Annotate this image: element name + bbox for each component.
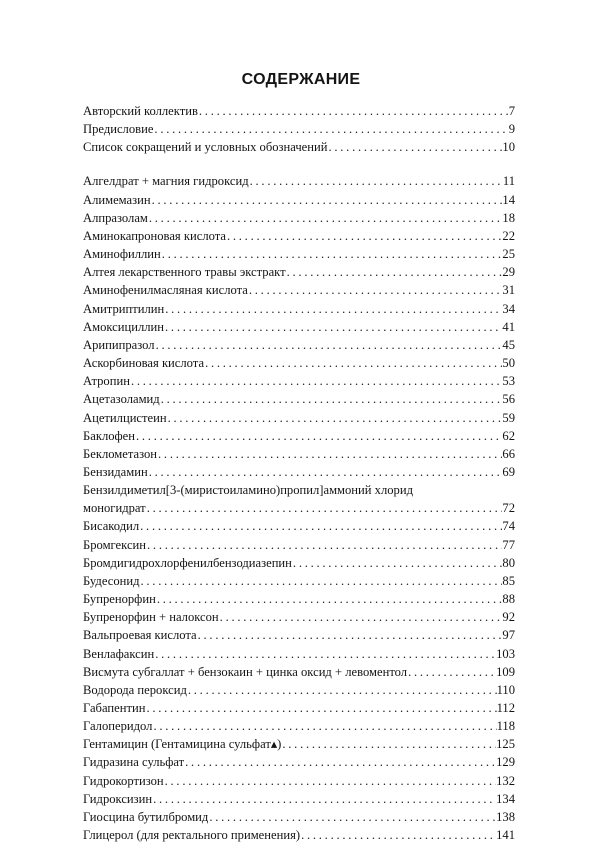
toc-entry-title: Венлафаксин bbox=[83, 646, 155, 661]
toc-page-number: 125 bbox=[496, 737, 515, 752]
toc-entry-title: Габапентин bbox=[83, 701, 146, 715]
toc-entry[interactable] bbox=[83, 372, 515, 390]
toc-entry-title: Аминофиллин bbox=[83, 247, 161, 262]
dot-leader bbox=[292, 554, 502, 572]
dot-leader bbox=[140, 572, 503, 590]
toc-entry-title: Амитриптилин bbox=[83, 301, 165, 316]
toc-page-number: 59 bbox=[502, 410, 515, 425]
toc-entry-title: Алгелдрат + магния гидроксид bbox=[83, 174, 249, 189]
dot-leader bbox=[152, 717, 496, 735]
toc-entry-title: Алимемазин bbox=[83, 192, 151, 207]
toc-entry[interactable] bbox=[83, 608, 515, 626]
toc-entry[interactable] bbox=[83, 826, 515, 844]
dot-leader bbox=[249, 172, 503, 190]
toc-entry-title: Будесонид bbox=[83, 573, 140, 588]
toc-page-number: 34 bbox=[502, 301, 515, 316]
toc-entry[interactable] bbox=[83, 572, 515, 590]
dot-leader bbox=[139, 517, 502, 535]
toc-entry[interactable] bbox=[83, 354, 515, 372]
toc-entry[interactable] bbox=[83, 590, 515, 608]
toc-entry[interactable] bbox=[83, 120, 515, 138]
toc-page-number: 66 bbox=[502, 446, 515, 461]
toc-page-number: 112 bbox=[496, 701, 515, 715]
toc-entry[interactable] bbox=[83, 191, 515, 209]
toc-entry-title: Баклофен bbox=[83, 428, 136, 443]
toc-entry[interactable] bbox=[83, 717, 515, 735]
dot-leader bbox=[167, 409, 503, 427]
dot-leader bbox=[148, 209, 503, 227]
toc-page-number: 77 bbox=[502, 537, 515, 552]
toc-entry[interactable] bbox=[83, 808, 515, 826]
toc-page-number: 80 bbox=[502, 555, 515, 570]
toc-entry[interactable] bbox=[83, 409, 515, 427]
toc-page-number: 14 bbox=[502, 192, 515, 207]
toc-entry-title: Глицерол (для ректального применения) bbox=[83, 828, 301, 843]
dot-leader bbox=[148, 463, 503, 481]
toc-page-number: 138 bbox=[496, 809, 515, 824]
dot-leader bbox=[157, 445, 502, 463]
toc-entry-title: Гидразина сульфат bbox=[83, 755, 185, 770]
dot-leader bbox=[407, 663, 496, 681]
toc-entry[interactable] bbox=[83, 245, 515, 263]
toc-entry[interactable] bbox=[83, 336, 515, 354]
toc-page-number: 31 bbox=[502, 283, 515, 298]
toc-entry-title: Гидрокортизон bbox=[83, 773, 164, 788]
toc-page-number: 85 bbox=[502, 573, 515, 588]
dot-leader bbox=[135, 427, 502, 445]
dot-leader bbox=[164, 300, 502, 318]
toc-page-number: 72 bbox=[502, 501, 515, 516]
dot-leader bbox=[248, 281, 503, 299]
toc-page-number: 118 bbox=[496, 719, 515, 734]
toc-entry-title: Вальпроевая кислота bbox=[83, 628, 197, 643]
toc-page-number: 88 bbox=[502, 592, 515, 607]
toc-entry[interactable] bbox=[83, 138, 515, 156]
toc-page-number: 92 bbox=[502, 610, 515, 625]
dot-leader bbox=[281, 735, 496, 753]
toc-entry[interactable] bbox=[83, 499, 515, 517]
toc-entry-title: Галоперидол bbox=[83, 719, 153, 734]
toc-entry[interactable] bbox=[83, 681, 515, 699]
toc-page-number: 103 bbox=[496, 646, 515, 661]
toc-entry[interactable] bbox=[83, 735, 515, 753]
toc-entry-title: Бупренорфин bbox=[83, 592, 156, 607]
toc-entry-title: Бензидамин bbox=[83, 464, 148, 479]
front-matter-section bbox=[83, 102, 515, 156]
toc-entry-title: Бисакодил bbox=[83, 519, 140, 534]
toc-entry-title: Амоксициллин bbox=[83, 319, 165, 334]
toc-entry[interactable] bbox=[83, 790, 515, 808]
toc-page-number: 132 bbox=[496, 773, 515, 788]
toc-page-number: 97 bbox=[502, 628, 515, 643]
toc-entry-title: Аминофенилмасляная кислота bbox=[83, 283, 248, 298]
toc-entry[interactable] bbox=[83, 172, 515, 190]
dot-leader bbox=[327, 138, 502, 156]
toc-page-number: 22 bbox=[502, 228, 515, 243]
dot-leader bbox=[146, 536, 502, 554]
toc-entry[interactable] bbox=[83, 300, 515, 318]
dot-leader bbox=[184, 753, 496, 771]
toc-entry-title: Ацетилцистеин bbox=[83, 410, 167, 425]
toc-entry-title: Водорода пероксид bbox=[83, 682, 187, 697]
toc-entry[interactable] bbox=[83, 554, 515, 572]
toc-page-number: 74 bbox=[502, 519, 515, 534]
toc-entry[interactable] bbox=[83, 536, 515, 554]
toc-entry-title: Гиосцина бутилбромид bbox=[83, 809, 209, 824]
toc-page-number: 29 bbox=[502, 265, 515, 280]
toc-entry-title: Аминокапроновая кислота bbox=[83, 228, 226, 243]
dot-leader bbox=[152, 790, 496, 808]
toc-page-number: 129 bbox=[496, 755, 515, 770]
dot-leader bbox=[130, 372, 502, 390]
page-title: СОДЕРЖАНИЕ bbox=[241, 71, 361, 88]
toc-page-number: 69 bbox=[502, 464, 515, 479]
toc-entry[interactable] bbox=[83, 263, 515, 281]
toc-page-number: 50 bbox=[502, 356, 515, 371]
dot-leader bbox=[164, 772, 496, 790]
dot-leader bbox=[146, 499, 503, 517]
toc-entry[interactable] bbox=[83, 102, 515, 120]
toc-entry[interactable] bbox=[83, 227, 515, 245]
toc-page-number: 10 bbox=[502, 140, 515, 155]
drug-entries-section bbox=[83, 172, 515, 844]
toc-entry-title: моногидрат bbox=[83, 501, 146, 516]
dot-leader bbox=[151, 191, 503, 209]
toc-entry[interactable] bbox=[83, 427, 515, 445]
dot-leader bbox=[155, 336, 503, 354]
toc-entry-title: Беклометазон bbox=[83, 446, 158, 461]
toc-list bbox=[83, 102, 515, 844]
toc-page-number: 9 bbox=[508, 122, 515, 137]
toc-entry-title: Висмута субгаллат + бензокаин + цинка оксид + левоментол bbox=[83, 664, 408, 679]
toc-entry[interactable] bbox=[83, 445, 515, 463]
toc-entry-title: Бромдигидрохлорфенилбензодиазепин bbox=[83, 555, 292, 570]
dot-leader bbox=[153, 120, 508, 138]
dot-leader bbox=[226, 227, 502, 245]
dot-leader bbox=[219, 608, 503, 626]
toc-page-number: 141 bbox=[496, 828, 515, 843]
toc-entry-title: Арипипразол bbox=[83, 337, 155, 352]
toc-entry-title: Гидроксизин bbox=[83, 791, 153, 806]
dot-leader bbox=[145, 699, 496, 717]
toc-page-number: 25 bbox=[502, 247, 515, 262]
toc-entry[interactable] bbox=[83, 209, 515, 227]
toc-page-number: 18 bbox=[502, 210, 515, 225]
dot-leader bbox=[160, 390, 503, 408]
toc-entry-title: Бромгексин bbox=[83, 537, 147, 552]
toc-page-number: 11 bbox=[502, 174, 515, 189]
dot-leader bbox=[187, 681, 497, 699]
toc-entry[interactable] bbox=[83, 699, 515, 717]
toc-entry[interactable] bbox=[83, 318, 515, 336]
dot-leader bbox=[156, 590, 503, 608]
toc-page-number: 7 bbox=[508, 104, 515, 118]
toc-entry[interactable] bbox=[83, 626, 515, 644]
toc-entry[interactable] bbox=[83, 753, 515, 771]
dot-leader bbox=[164, 318, 502, 336]
toc-entry-first-line: Бензилдиметил[3-(миристоиламино)пропил]аммоний хлорид bbox=[83, 483, 414, 498]
toc-entry[interactable] bbox=[83, 772, 515, 790]
toc-entry[interactable] bbox=[83, 281, 515, 299]
toc-page-number: 62 bbox=[502, 428, 515, 443]
dot-leader bbox=[154, 645, 496, 663]
toc-entry-title: Алпразолам bbox=[83, 210, 148, 225]
toc-page-number: 45 bbox=[502, 337, 515, 352]
dot-leader bbox=[300, 826, 496, 844]
toc-entry-title: Авторский коллектив bbox=[83, 104, 198, 118]
toc-page-number: 134 bbox=[496, 791, 515, 806]
dot-leader bbox=[198, 102, 509, 120]
dot-leader bbox=[161, 245, 503, 263]
dot-leader bbox=[204, 354, 502, 372]
toc-entry-title: Предисловие bbox=[83, 122, 154, 137]
toc-page-number: 110 bbox=[496, 682, 515, 697]
toc-entry[interactable] bbox=[83, 463, 515, 481]
dot-leader bbox=[286, 263, 503, 281]
toc-page-number: 56 bbox=[502, 392, 515, 407]
toc-page-number: 41 bbox=[502, 319, 515, 334]
dot-leader bbox=[208, 808, 496, 826]
toc-page-number: 109 bbox=[496, 664, 515, 679]
toc-entry-title: Алтея лекарственного травы экстракт bbox=[83, 265, 286, 280]
toc-entry-title: Ацетазоламид bbox=[83, 392, 160, 407]
toc-page-number: 53 bbox=[502, 374, 515, 389]
toc-page bbox=[83, 70, 515, 844]
toc-entry-title: Атропин bbox=[83, 374, 130, 389]
toc-entry[interactable] bbox=[83, 390, 515, 408]
toc-entry-title: Бупренорфин + налоксон bbox=[83, 610, 219, 625]
toc-entry-title: Список сокращений и условных обозначений bbox=[83, 140, 328, 155]
toc-entry-title: Аскорбиновая кислота bbox=[83, 356, 205, 371]
dot-leader bbox=[197, 626, 503, 644]
toc-entry[interactable] bbox=[83, 517, 515, 535]
toc-entry-title: Гентамицин (Гентамицина сульфат▴) bbox=[83, 737, 282, 752]
toc-entry[interactable] bbox=[83, 663, 515, 681]
section-divider bbox=[83, 156, 515, 172]
toc-entry[interactable] bbox=[83, 645, 515, 663]
